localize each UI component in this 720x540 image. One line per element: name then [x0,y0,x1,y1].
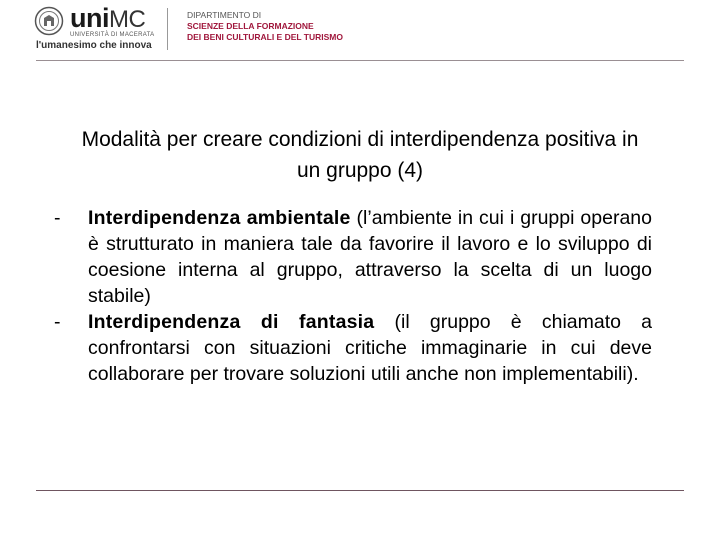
item-term: Interdipendenza ambientale [88,207,351,229]
department-name [187,10,343,43]
department-line-2: SCIENZE DELLA FORMAZIONE [187,21,314,31]
university-logo-wordmark: uniMC [70,3,146,33]
item-term: Interdipendenza di fantasia [88,311,375,333]
bullet-dash: - [54,311,61,333]
university-name-small: UNIVERSITÀ DI MACERATA [70,32,155,38]
list-item [32,205,652,309]
slide-bullet-list [32,205,652,387]
item-text: (l’ambiente in cui i gruppi operano è strutturato in maniera tale da favorire il lavoro e lo sviluppo di coesione interna al gruppo, attraverso la scelta di un luogo stabile) [88,207,652,307]
header-divider [167,8,168,50]
item-text: (il gruppo è chiamato a confrontarsi con situazioni critiche immaginarie in cui deve collaborare per trovare soluzioni utili anche non implementabili). [88,311,653,385]
footer-rule [36,490,684,491]
department-line-3: DEI BENI CULTURALI E DEL TURISMO [187,32,343,42]
list-item [32,309,652,387]
bullet-dash: - [54,207,61,229]
university-seal-icon [34,6,64,36]
university-tagline: l'umanesimo che innova [36,40,152,51]
slide-title: Modalità per creare condizioni di interdipendenza positiva in un gruppo (4) [81,128,639,182]
header-rule [36,60,684,61]
slide-header [0,0,720,62]
department-line-1: DIPARTIMENTO DI [187,10,262,20]
